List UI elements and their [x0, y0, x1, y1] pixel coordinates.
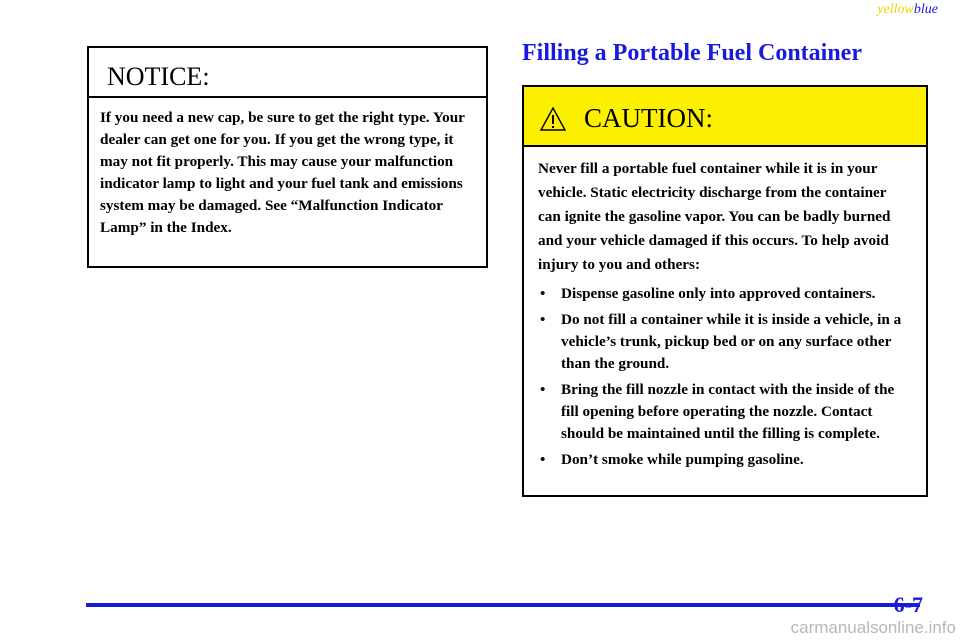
bullet-text: Bring the fill nozzle in contact with the inside of the fill opening before operating the nozzle. Contact should be maintained until the filling is complete.	[561, 381, 895, 442]
page-number: 6-7	[893, 592, 923, 617]
bullet-icon: •	[540, 311, 546, 328]
footer-rule	[86, 603, 920, 607]
caution-title: CAUTION:	[584, 103, 713, 133]
section-title: Filling a Portable Fuel Container	[522, 40, 862, 66]
caution-bullet-list	[538, 283, 912, 471]
bullet-icon: •	[540, 285, 546, 302]
color-marker-yellow: yellow	[877, 2, 914, 17]
bullet-text: Don’t smoke while pumping gasoline.	[561, 451, 804, 468]
bullet-icon: •	[540, 451, 546, 468]
bullet-text: Dispense gasoline only into approved containers.	[561, 285, 876, 302]
caution-body	[524, 147, 926, 471]
list-item	[538, 309, 912, 375]
caution-header	[524, 87, 926, 147]
notice-title: NOTICE:	[89, 48, 486, 98]
color-marker	[877, 2, 938, 18]
list-item	[538, 379, 912, 445]
list-item	[538, 449, 912, 471]
watermark: carmanualsonline.info	[790, 618, 956, 637]
caution-box	[522, 85, 928, 497]
caution-intro: Never fill a portable fuel container while it is in your vehicle. Static electricity discharge from the container can ignite the gasoline vapor. You can be badly burned and your vehicle damaged if this occurs. To help avoid injury to you and others:	[538, 160, 891, 273]
notice-box	[87, 46, 488, 268]
notice-body: If you need a new cap, be sure to get the right type. Your dealer can get one for you. If you get the wrong type, it may not fit properly. This may cause your malfunction indicator lamp to light and your fuel tank and emissions system may be damaged. See “Malfunction Indicator Lamp” in the Index.	[100, 109, 465, 236]
warning-triangle-icon	[540, 107, 566, 131]
color-marker-blue: blue	[913, 2, 938, 17]
bullet-icon: •	[540, 381, 546, 398]
bullet-text: Do not fill a container while it is inside a vehicle, in a vehicle’s trunk, pickup bed or on any surface other than the ground.	[561, 311, 902, 372]
list-item	[538, 283, 912, 305]
